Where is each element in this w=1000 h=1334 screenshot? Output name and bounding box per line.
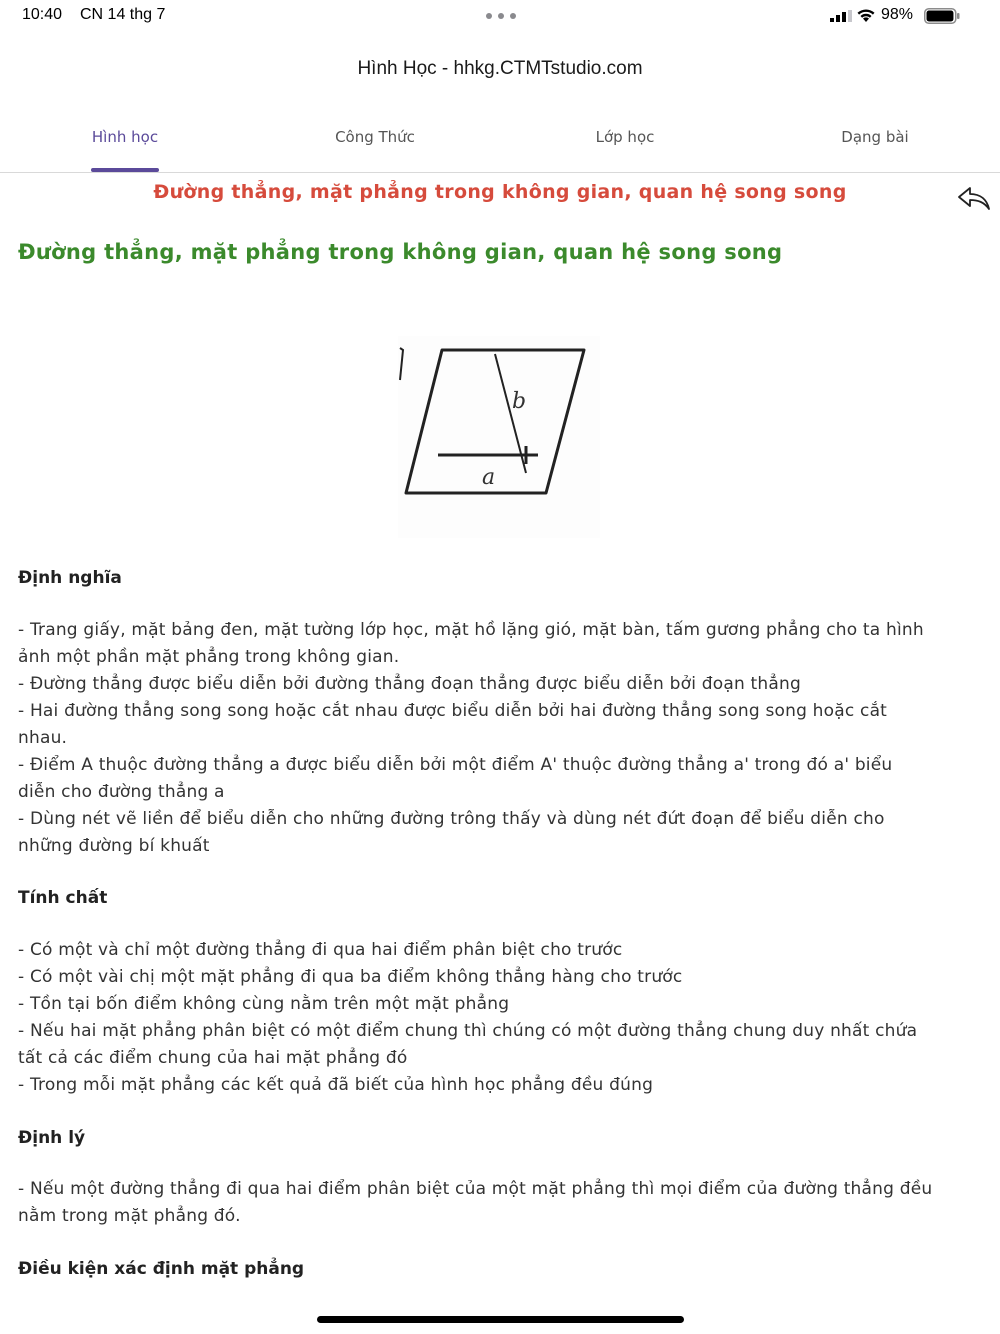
tab-hinh-hoc[interactable]: Hình học [91,128,159,146]
battery-icon [924,8,960,24]
multitasking-dots-icon[interactable] [486,13,516,19]
topic-title: Đường thẳng, mặt phẳng trong không gian, quan hệ song song [153,181,847,203]
wifi-icon [856,7,876,23]
text-line: - Điểm A thuộc đường thẳng a được biểu diễn bởi một điểm A' thuộc đường thẳng a' trong đó a' biểu [18,755,893,775]
tab-lop-hoc[interactable]: Lớp học [595,128,655,146]
tab-cong-thuc[interactable]: Công Thức [335,128,415,146]
app-title: Hình Học - hhkg.CTMTstudio.com [357,58,643,79]
content-area [18,236,980,1279]
tab-bar [0,120,1000,173]
plane-diagram [398,336,600,538]
text-line: nhau. [18,728,68,748]
section-body-definition [18,617,980,860]
label-a: a [482,465,496,490]
text-line: - Tồn tại bốn điểm không cùng nằm trên một mặt phẳng [18,994,510,1014]
text-line: - Có một và chỉ một đường thẳng đi qua hai điểm phân biệt cho trước [18,940,623,960]
cellular-signal-icon [830,10,852,22]
text-line: những đường bí khuất [18,836,210,856]
text-line: - Trong mỗi mặt phẳng các kết quả đã biết của hình học phẳng đều đúng [18,1075,654,1095]
text-line: - Đường thẳng được biểu diễn bởi đường thẳng đoạn thẳng được biểu diễn bởi đoạn thẳng [18,674,801,694]
text-line: - Hai đường thẳng song song hoặc cắt nhau được biểu diễn bởi hai đường thẳng song song hoặc cắt [18,701,888,721]
active-tab-indicator [91,168,159,172]
section-body-theorem [18,1176,980,1230]
text-line: - Nếu hai mặt phẳng phân biệt có một điểm chung thì chúng có một đường thẳng chung duy nhất chứa [18,1021,918,1041]
text-line: - Có một vài chị một mặt phẳng đi qua ba điểm không thẳng hàng cho trước [18,967,683,987]
status-bar [0,0,1000,32]
label-b: b [512,389,527,414]
section-heading-theorem: Định lý [18,1128,86,1148]
section-heading-definition: Định nghĩa [18,568,122,588]
battery-percent: 98% [881,6,914,23]
section-heading-properties: Tính chất [18,888,108,908]
text-line: nằm trong mặt phẳng đó. [18,1206,241,1226]
text-line: - Trang giấy, mặt bảng đen, mặt tường lớp học, mặt hồ lặng gió, mặt bàn, tấm gương phẳng cho ta hình [18,620,924,640]
text-line: ảnh một phần mặt phẳng trong không gian. [18,647,400,667]
section-heading-plane-conditions: Điều kiện xác định mặt phẳng [18,1259,305,1279]
status-date: CN 14 thg 7 [80,6,166,23]
section-body-properties [18,937,980,1099]
home-indicator[interactable] [317,1316,684,1323]
status-time: 10:40 [22,6,63,23]
text-line: - Dùng nét vẽ liền để biểu diễn cho những đường trông thấy và dùng nét đứt đoạn để biểu diễn cho [18,809,885,829]
reply-arrow-icon[interactable] [956,184,992,212]
text-line: - Nếu một đường thẳng đi qua hai điểm phân biệt của một mặt phẳng thì mọi điểm của đường thẳng đều [18,1179,933,1199]
text-line: diễn cho đường thẳng a [18,782,225,802]
text-line: tất cả các điểm chung của hai mặt phẳng đó [18,1048,408,1068]
content-title: Đường thẳng, mặt phẳng trong không gian, quan hệ song song [18,240,783,264]
tab-dang-bai[interactable]: Dạng bài [841,128,909,146]
